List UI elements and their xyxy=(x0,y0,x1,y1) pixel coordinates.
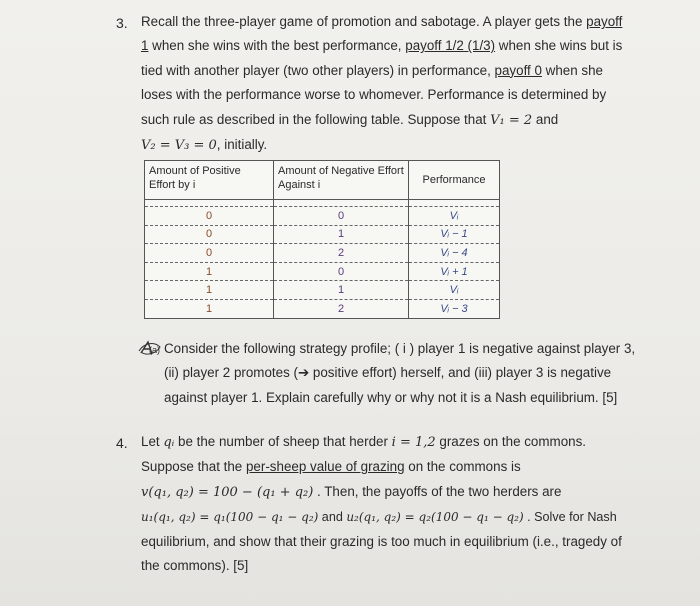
table-row xyxy=(145,207,500,226)
question-3-number: 3. xyxy=(116,15,128,31)
positive-effort-cell: 0 xyxy=(145,244,274,263)
table-row xyxy=(145,262,500,281)
negative-effort-cell: 1 xyxy=(274,281,409,300)
performance-cell: Vᵢ xyxy=(409,207,500,226)
performance-cell: Vᵢ xyxy=(409,281,500,300)
performance-cell: Vᵢ − 1 xyxy=(409,225,500,244)
question-3-text: Recall the three-player game of promotion and sabotage. A player gets the payoff 1 when she wins with the best performance, payoff 1/2 (1/3) when she wins but is tied with another player (two other players) in performance, payoff 0 when she loses with the performance worse to whomever. Performance is determined by such rule as described in the following table. Suppose that V₁ = 2 and V₂ = V₃ = 0, initially. xyxy=(141,14,623,154)
positive-effort-cell: 0 xyxy=(145,207,274,226)
table-row xyxy=(145,225,500,244)
performance-cell: Vᵢ − 4 xyxy=(409,244,500,263)
part-a-label-scribble xyxy=(138,339,162,357)
positive-effort-cell: 1 xyxy=(145,299,274,318)
question-4-number: 4. xyxy=(116,435,128,451)
negative-effort-cell: 0 xyxy=(274,262,409,281)
performance-table xyxy=(144,160,500,319)
header-negative-effort: Amount of Negative Effort Against i xyxy=(274,161,409,200)
question-4-text: Let qᵢ be the number of sheep that herder i = 1,2 grazes on the commons. Suppose that the per-sheep value of grazing on the commons is v(q₁, q₂) = 100 − (q₁ + q₂) . Then, the payoffs of the two herders are u₁(q₁, q₂) = q₁(100 − q₁ − q₂) and u₂(q₁, q₂) = q₂(100 − q₁ − q₂) . Solve for Nash equilibrium, and show that their grazing is too much in equilibrium (i.e., tragedy of the commons). [5] xyxy=(141,434,622,574)
performance-cell: Vᵢ + 1 xyxy=(409,262,500,281)
svg-text:(a): (a) xyxy=(149,345,160,355)
positive-effort-cell: 1 xyxy=(145,281,274,300)
part-a-text: Consider the following strategy profile; ( i ) player 1 is negative against player 3, (ii) player 2 promotes (➔ positive effort) herself, and (iii) player 3 is negative against player 1. Explain carefully why or why not it is a Nash equilibrium. [5] xyxy=(164,341,636,405)
negative-effort-cell: 1 xyxy=(274,225,409,244)
table-row xyxy=(145,281,500,300)
table-row xyxy=(145,299,500,318)
negative-effort-cell: 2 xyxy=(274,299,409,318)
negative-effort-cell: 2 xyxy=(274,244,409,263)
header-performance: Performance xyxy=(409,161,500,200)
header-positive-effort: Amount of Positive Effort by i xyxy=(145,161,274,200)
positive-effort-cell: 0 xyxy=(145,225,274,244)
table-row xyxy=(145,244,500,263)
performance-cell: Vᵢ − 3 xyxy=(409,299,500,318)
negative-effort-cell: 0 xyxy=(274,207,409,226)
positive-effort-cell: 1 xyxy=(145,262,274,281)
